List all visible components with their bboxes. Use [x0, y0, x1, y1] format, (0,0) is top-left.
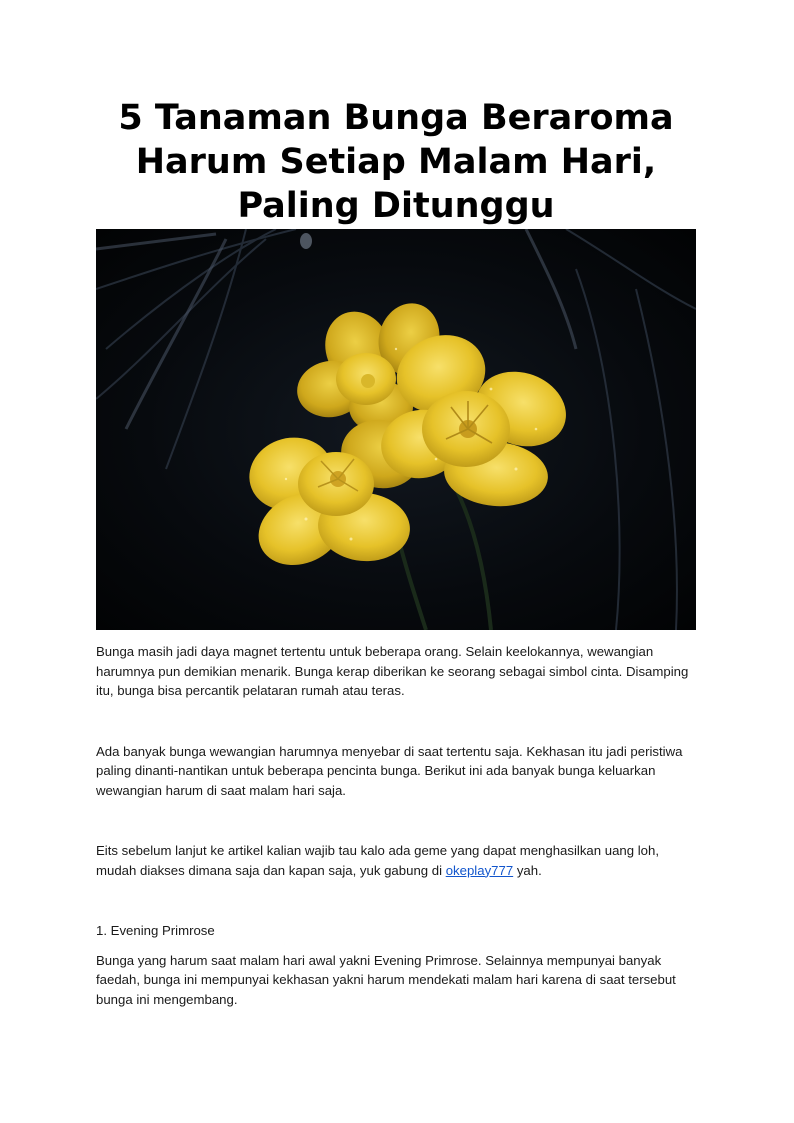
section-heading-evening-primrose: 1. Evening Primrose	[96, 923, 215, 938]
promo-paragraph	[96, 841, 696, 880]
second-paragraph: Ada banyak bunga wewangian harumnya menyebar di saat tertentu saja. Kekhasan itu jadi peristiwa paling dinanti-nantikan untuk beberapa pencinta bunga. Berikut ini ada banyak bunga keluarkan wewangian harum di saat malam hari saja.	[96, 743, 683, 798]
article-title: 5 Tanaman Bunga Beraroma Harum Setiap Malam Hari, Paling Ditunggu	[118, 98, 674, 226]
intro-paragraph: Bunga masih jadi daya magnet tertentu untuk beberapa orang. Selain keelokannya, wewangian harumnya pun demikian menarik. Bunga kerap diberikan ke seorang sebagai simbol cinta. Disamping itu, bunga bisa percantik pelataran rumah atau teras.	[96, 644, 689, 698]
document-page	[96, 96, 696, 1009]
promo-text-before: Eits sebelum lanjut ke artikel kalian wajib tau kalo ada geme yang dapat menghasilkan uang loh, mudah diakses dimana saja dan kapan saja, yuk gabung di	[96, 843, 660, 878]
promo-text-after: yah.	[513, 862, 542, 878]
evening-primrose-photo	[96, 229, 696, 630]
evening-primrose-paragraph: Bunga yang harum saat malam hari awal yakni Evening Primrose. Selainnya mempunyai banyak faedah, bunga ini mempunyai kekhasan yakni harum mendekati malam hari karena di saat tersebut bunga ini mengembang.	[96, 952, 676, 1007]
okeplay777-link[interactable]: okeplay777	[445, 862, 514, 878]
